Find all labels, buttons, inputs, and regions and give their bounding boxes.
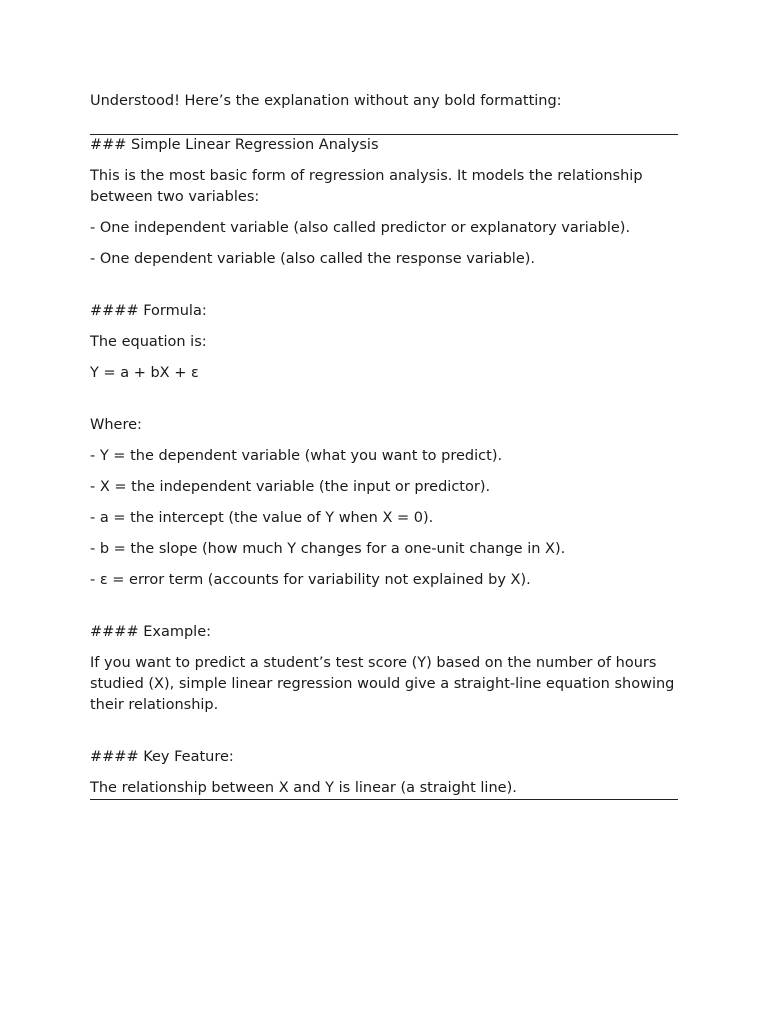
where-item-b: - b = the slope (how much Y changes for a one-unit change in X).: [90, 541, 566, 557]
where-item-epsilon: - ε = error term (accounts for variability not explained by X).: [90, 572, 531, 588]
formula-lead: The equation is:: [90, 334, 207, 350]
variable-item-independent: - One independent variable (also called predictor or explanatory variable).: [90, 220, 631, 236]
formula-heading: #### Formula:: [90, 303, 207, 319]
section-heading: ### Simple Linear Regression Analysis: [90, 137, 379, 153]
variable-item-dependent: - One dependent variable (also called the response variable).: [90, 251, 536, 267]
key-feature-heading: #### Key Feature:: [90, 749, 234, 765]
example-text: If you want to predict a student’s test score (Y) based on the number of hours studied (X), simple linear regression would give a straight-line equation showing their relationship.: [90, 655, 675, 713]
where-item-a: - a = the intercept (the value of Y when X = 0).: [90, 510, 434, 526]
intro-text: Understood! Here’s the explanation without any bold formatting:: [90, 93, 562, 109]
example-heading: #### Example:: [90, 624, 211, 640]
where-item-y: - Y = the dependent variable (what you want to predict).: [90, 448, 503, 464]
where-item-x: - X = the independent variable (the input or predictor).: [90, 479, 491, 495]
bottom-divider: [90, 799, 678, 800]
document-body: [90, 91, 678, 800]
where-heading: Where:: [90, 417, 142, 433]
formula-equation: Y = a + bX + ε: [90, 365, 199, 381]
section-intro: This is the most basic form of regression analysis. It models the relationship between two variables:: [90, 168, 643, 205]
key-feature-text: The relationship between X and Y is linear (a straight line).: [90, 780, 517, 796]
